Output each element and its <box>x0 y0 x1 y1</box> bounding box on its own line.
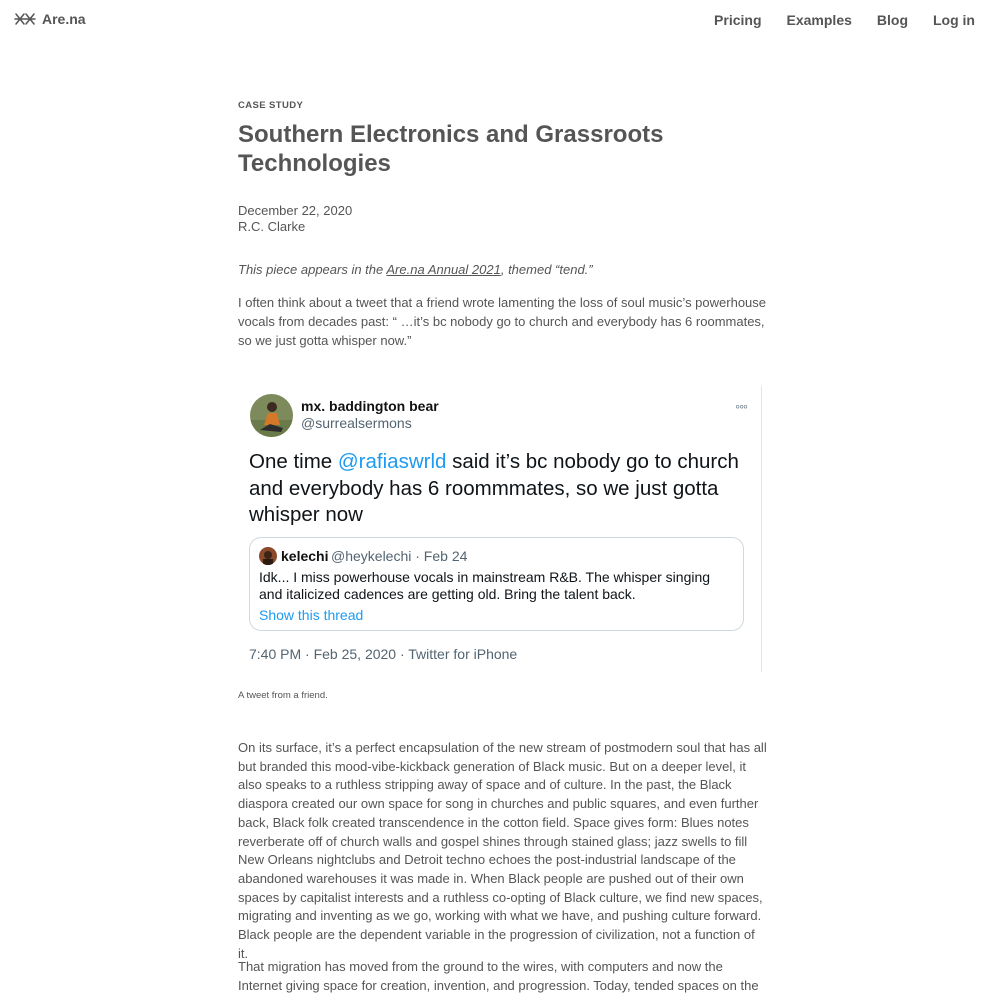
nav-examples-link[interactable]: Examples <box>786 12 852 28</box>
top-nav <box>0 0 1000 40</box>
tweet-text <box>249 449 744 529</box>
logo-text: Are.na <box>42 11 86 27</box>
paragraph-2: On its surface, it’s a perfect encapsulation of the new stream of postmodern soul that has all but branded this mood-vibe-kickback generation of Black music. But on a deeper level, it also speaks to a ruthless stripping away of space and of culture. In the past, the Black diaspora created our own space for song in churches and public squares, and even further back, Black folk created transcendence in the cotton field. Space gives form: Blues notes reverberate off of church walls and gospel shines through stained glass; jazz swells to fill New Orleans nightclubs and Detroit techno echoes the post-industrial landscape of the abandoned warehouses it was made in. When Black people are pushed out of their own spaces by capitalist interests and a ruthless co-opting of Black culture, we find new spaces, migrating and inventing as we go, working with what we have, and pushing culture forward. Black people are the dependent variable in the progression of civilization, not a function of it. <box>238 740 767 961</box>
quoted-tweet-meta: @heykelechi · Feb 24 <box>331 548 468 564</box>
tweet-avatar[interactable] <box>250 394 293 437</box>
arena-logo-icon <box>14 12 36 26</box>
article-date: December 22, 2020 <box>238 203 353 218</box>
nav-pricing-link[interactable]: Pricing <box>714 12 762 28</box>
quoted-tweet-avatar <box>259 547 277 565</box>
quoted-tweet-text: Idk... I miss powerhouse vocals in mainstream R&B. The whisper singing and italicized cadences are getting old. Bring the talent back. <box>259 569 711 602</box>
nav-blog-link[interactable]: Blog <box>876 12 908 28</box>
intro-text-before: This piece appears in the <box>238 262 387 277</box>
tweet-timestamp[interactable]: 7:40 PM · Feb 25, 2020 · Twitter for iPhone <box>249 646 518 662</box>
paragraph-1: I often think about a tweet that a friend wrote lamenting the loss of soul music’s powerhouse vocals from decades past: “ …it’s bc nobody go to church and everybody has 6 roommates, so we just gotta whisper now.” <box>238 295 767 348</box>
show-thread-link[interactable]: Show this thread <box>259 607 364 623</box>
article-kicker: CASE STUDY <box>238 100 304 111</box>
tweet-caption: A tweet from a friend. <box>238 690 328 701</box>
more-options-icon[interactable]: ◦◦◦ <box>735 398 747 414</box>
intro-text-after: , themed “tend.” <box>500 262 593 277</box>
embedded-tweet[interactable] <box>240 386 762 672</box>
tweet-author-name[interactable]: mx. baddington bear <box>301 398 439 414</box>
page-title: Southern Electronics and Grassroots Technologies <box>238 121 664 177</box>
nav-links <box>714 12 975 28</box>
tweet-text-before: One time <box>249 450 338 473</box>
logo-link[interactable] <box>14 11 86 27</box>
quoted-tweet[interactable] <box>249 537 744 631</box>
quoted-tweet-author-name: kelechi <box>281 548 329 564</box>
intro-note <box>238 262 593 277</box>
nav-login-link[interactable]: Log in <box>933 12 975 28</box>
annual-link[interactable]: Are.na Annual 2021 <box>386 262 501 277</box>
paragraph-3: That migration has moved from the ground to the wires, with computers and now the Internet giving space for creation, invention, and progression. Today, tended spaces on the <box>238 959 759 993</box>
tweet-author-handle[interactable]: @surrealsermons <box>301 415 412 431</box>
article-author: R.C. Clarke <box>238 219 306 234</box>
tweet-text-after: said it’s bc nobody go to church and everybody has 6 roommmates, so we just gotta whisper now <box>249 450 739 526</box>
tweet-mention-link[interactable]: @rafiaswrld <box>337 450 447 473</box>
